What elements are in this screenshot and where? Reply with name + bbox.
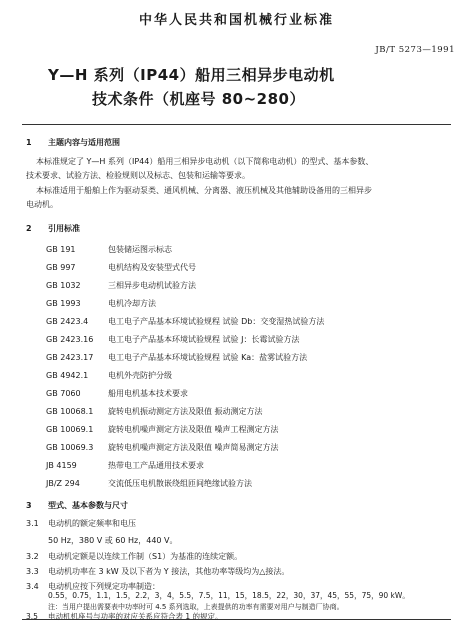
reference-name: 包装储运图示标志: [108, 245, 172, 254]
section-2-heading: [26, 223, 80, 234]
reference-name: 船用电机基本技术要求: [108, 389, 188, 398]
clause-text: 电动机应按下列规定功率制造：: [48, 582, 160, 591]
reference-code: GB 7060: [46, 389, 81, 398]
clause-number: 3.5: [26, 612, 38, 621]
clause: [48, 535, 178, 546]
bottom-divider: [22, 619, 451, 620]
reference-code: GB 2423.17: [46, 353, 94, 362]
section-1-heading: [26, 137, 120, 148]
reference-item: [46, 406, 263, 417]
reference-name: 旋转电机噪声测定方法及限值 噪声工程测定方法: [108, 425, 279, 434]
clause-text: 电动机定额是以连续工作制（S1）为基准的连续定额。: [48, 552, 243, 561]
reference-code: GB 2423.4: [46, 317, 89, 326]
clause: [26, 566, 289, 577]
top-divider: [22, 124, 451, 125]
document-title-line2: 技术条件（机座号 80~280）: [92, 90, 305, 108]
clause-number: 3.2: [26, 552, 39, 561]
clause: [26, 518, 136, 529]
section-title: 型式、基本参数与尺寸: [48, 501, 128, 510]
reference-code: GB 10068.1: [46, 407, 94, 416]
reference-name: 交流低压电机散嵌绕组匝间绝缘试验方法: [108, 479, 252, 488]
clause: [26, 611, 223, 622]
clause-text: 50 Hz，380 V 或 60 Hz，440 V。: [48, 536, 178, 545]
reference-code: GB 10069.1: [46, 425, 94, 434]
section-3-heading: [26, 500, 128, 511]
reference-name: 旋转电机振动测定方法及限值 振动测定方法: [108, 407, 263, 416]
reference-name: 电机结构及安装型式代号: [108, 263, 196, 272]
reference-code: GB 997: [46, 263, 76, 272]
reference-item: [46, 370, 172, 381]
reference-code: GB 1993: [46, 299, 81, 308]
document-title-line1: Y—H 系列（IP44）船用三相异步电动机: [48, 66, 335, 84]
clause-text: 电动机的额定频率和电压: [48, 519, 136, 528]
reference-item: [46, 262, 196, 273]
reference-code: GB 10069.3: [46, 443, 94, 452]
section-number: 1: [26, 138, 32, 147]
reference-name: 电机外壳防护分级: [108, 371, 172, 380]
reference-item: [46, 424, 279, 435]
clause-number: 3.4: [26, 582, 39, 591]
reference-item: [46, 334, 299, 345]
reference-item: [46, 244, 172, 255]
paragraph-line: 本标准适用于船舶上作为驱动泵类、通风机械、分离器、液压机械及其他辅助设备用的三相异步: [36, 186, 372, 195]
clause-text: 0.55，0.75，1.1，1.5，2.2，3，4，5.5，7.5，11，15，18.5，22，30，37，45，55，75，90 kW。: [48, 591, 410, 600]
clause-number: 3.3: [26, 567, 39, 576]
reference-item: [46, 388, 188, 399]
reference-code: GB 1032: [46, 281, 81, 290]
clause-text: 注：当用户提出需要表中功率时可 4.5 系列选取，上表提供的功率有需要对用户与制造厂协商。: [48, 603, 344, 611]
reference-item: [46, 460, 204, 471]
reference-name: 旋转电机噪声测定方法及限值 噪声简易测定方法: [108, 443, 279, 452]
reference-item: [46, 442, 279, 453]
standard-number: JB/T 5273—1991: [375, 45, 455, 55]
standard-org-header: 中华人民共和国机械行业标准: [138, 13, 334, 28]
clause-text: 电动机功率在 3 kW 及以下者为 Y 接法，其他功率等级均为△接法。: [48, 567, 290, 576]
paragraph-line: 电动机。: [26, 200, 58, 209]
clause-text: 电动机机座号与功率的对应关系应符合表 1 的规定。: [48, 612, 223, 621]
clause: [26, 551, 242, 562]
paragraph-line: 本标准规定了 Y—H 系列（IP44）船用三相异步电动机（以下简称电动机）的型式、基本参数、: [36, 157, 374, 166]
reference-item: [46, 298, 156, 309]
reference-code: GB 4942.1: [46, 371, 89, 380]
reference-code: GB 191: [46, 245, 76, 254]
paragraph-line: 技术要求、试验方法、检验规则以及标志、包装和运输等要求。: [26, 171, 250, 180]
clause-number: 3.1: [26, 519, 39, 528]
reference-item: [46, 316, 324, 327]
section-number: 3: [26, 501, 32, 510]
section-number: 2: [26, 224, 32, 233]
reference-name: 电机冷却方法: [108, 299, 156, 308]
reference-name: 电工电子产品基本环境试验规程 试验 Db：交变湿热试验方法: [108, 317, 325, 326]
clause: [48, 590, 410, 601]
section-title: 引用标准: [48, 224, 80, 233]
reference-code: JB 4159: [46, 461, 77, 470]
reference-name: 三相异步电动机试验方法: [108, 281, 196, 290]
reference-item: [46, 280, 196, 291]
reference-code: JB/Z 294: [46, 479, 80, 488]
reference-name: 电工电子产品基本环境试验规程 试验 J：长霉试验方法: [108, 335, 300, 344]
reference-code: GB 2423.16: [46, 335, 94, 344]
reference-name: 热带电工产品通用技术要求: [108, 461, 204, 470]
reference-item: [46, 352, 307, 363]
section-title: 主题内容与适用范围: [48, 138, 120, 147]
reference-name: 电工电子产品基本环境试验规程 试验 Ka：盐雾试验方法: [108, 353, 308, 362]
reference-item: [46, 478, 252, 489]
